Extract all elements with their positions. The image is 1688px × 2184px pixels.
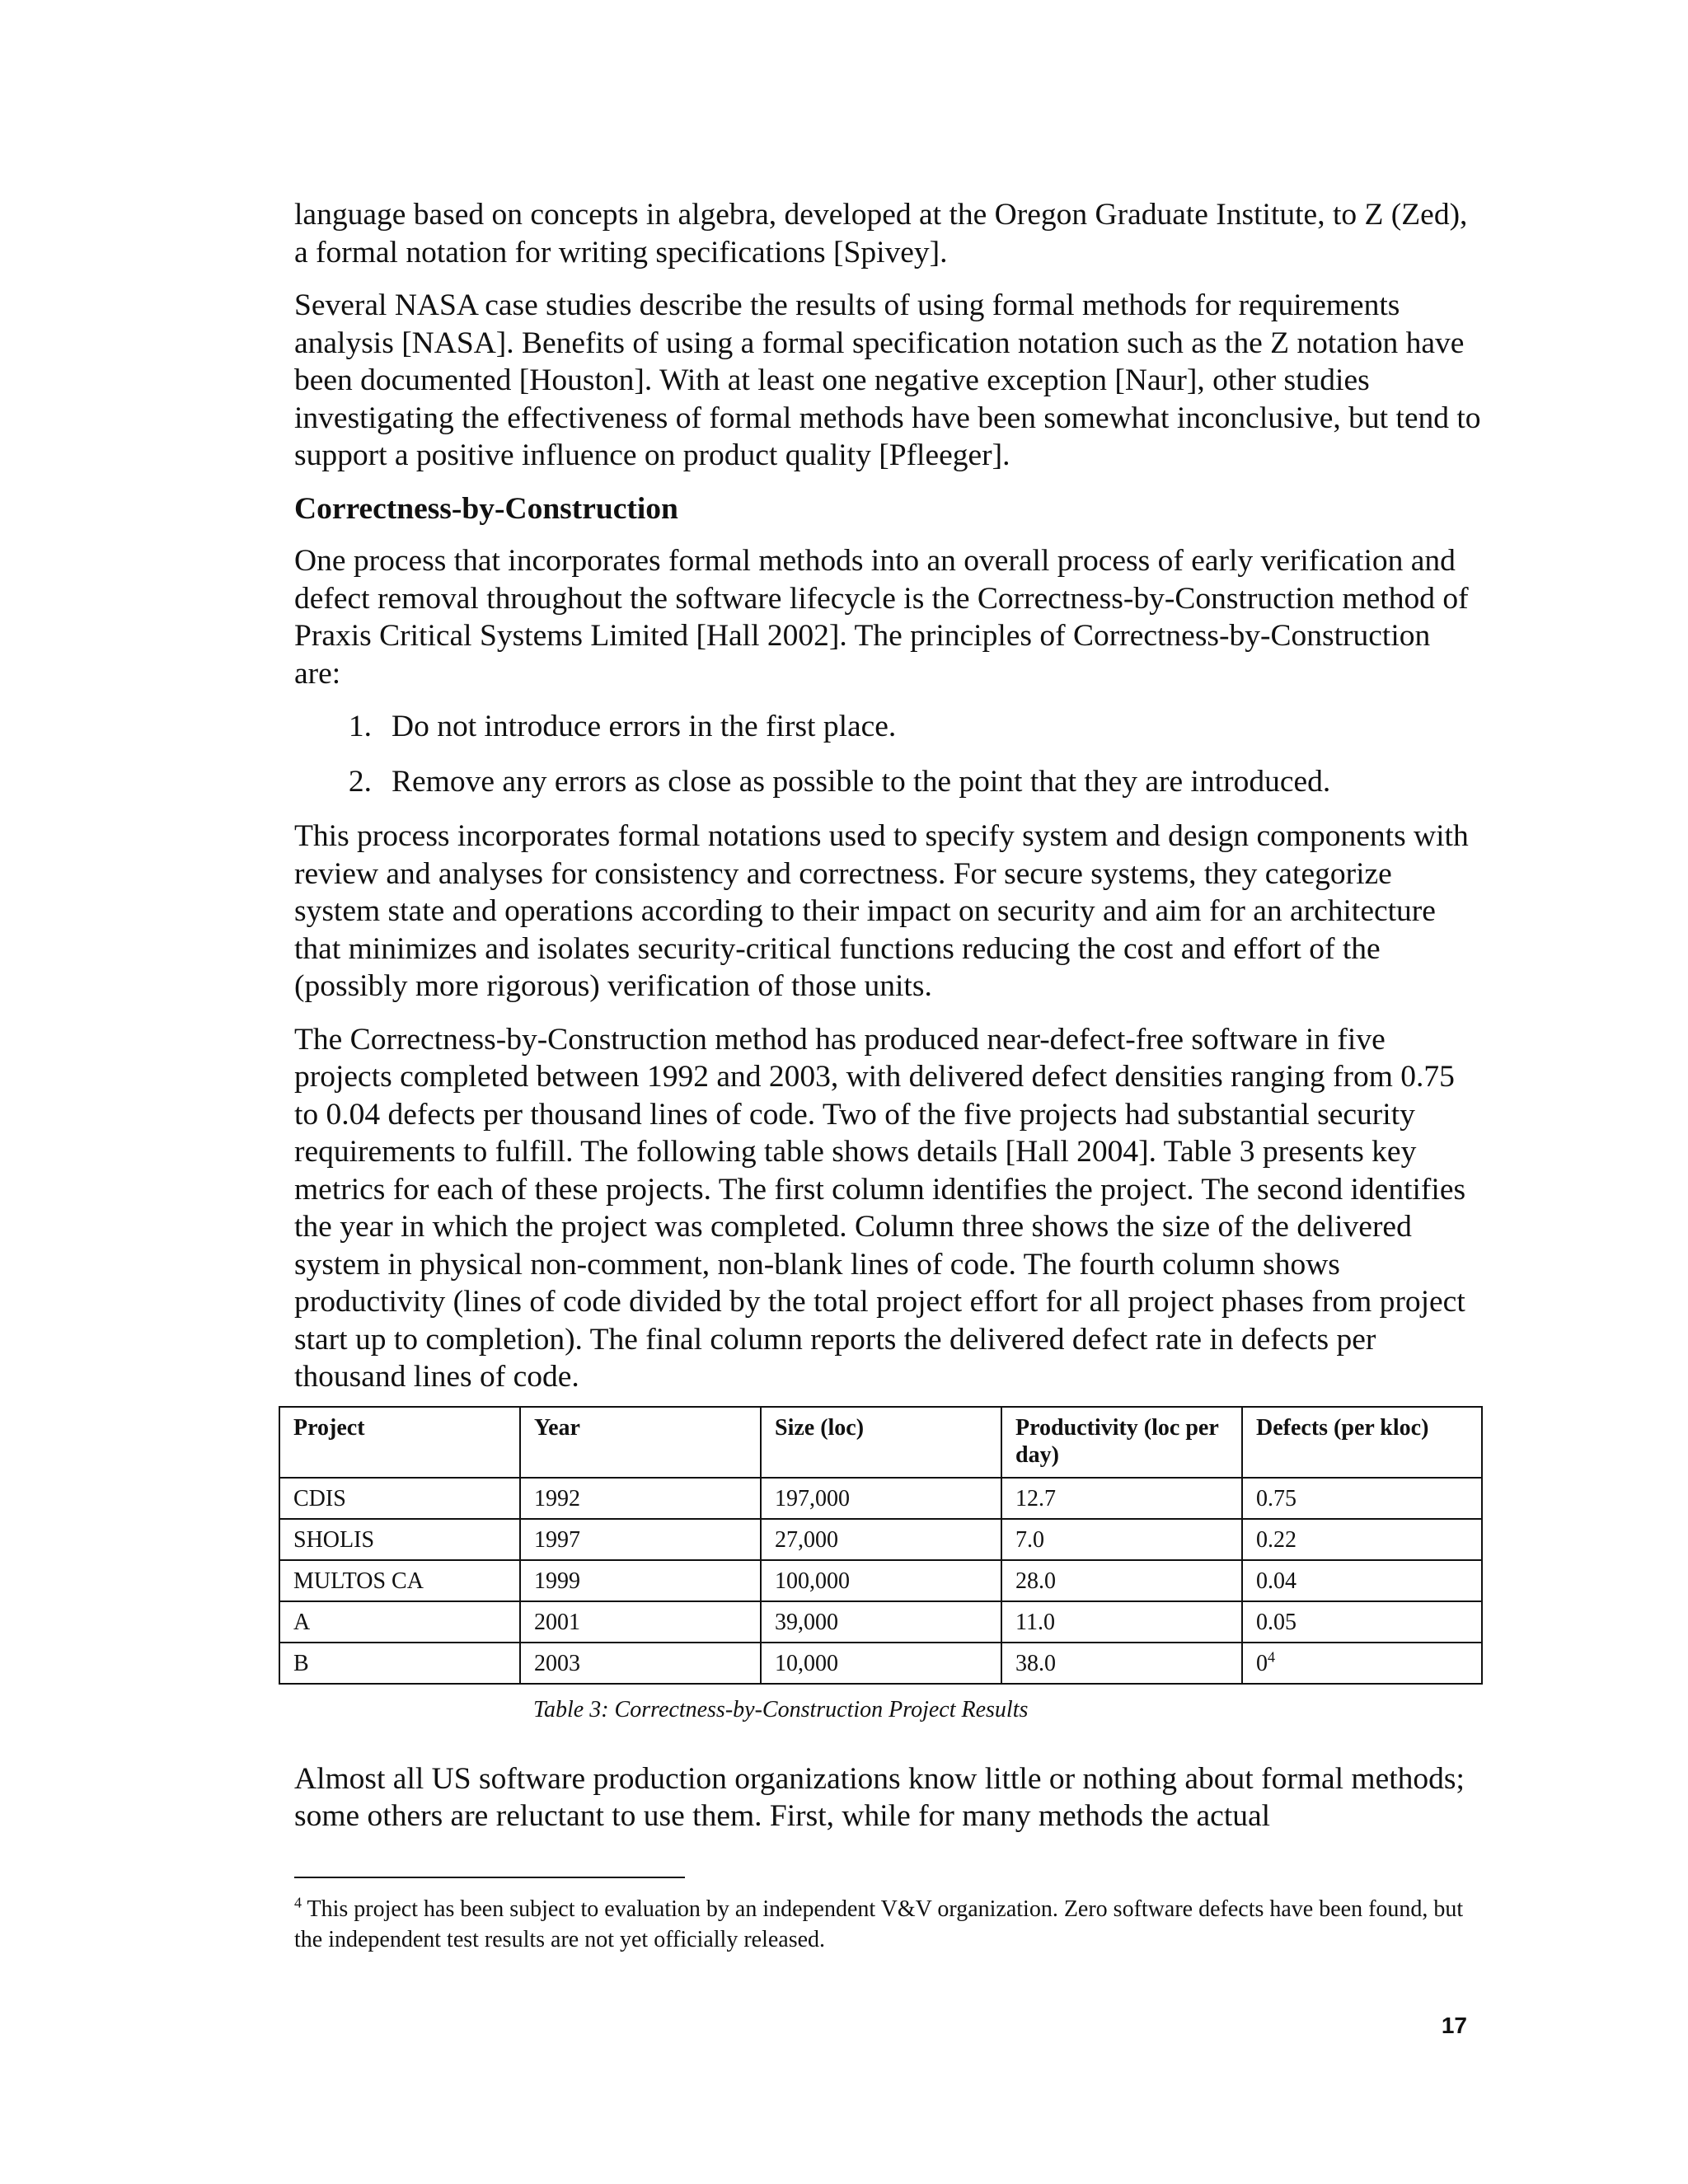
list-item (294, 763, 1481, 801)
column-header-defects: Defects (per kloc) (1242, 1407, 1482, 1478)
table-row (279, 1560, 1482, 1601)
table-cell: 1999 (520, 1560, 761, 1601)
paragraph-continuation: language based on concepts in algebra, developed at the Oregon Graduate Institute, to Z (Zed), a formal notation for writing specifications [Spivey]. (294, 198, 1468, 269)
footnote (294, 1894, 1481, 1955)
table-cell: 1992 (520, 1478, 761, 1519)
footnote-reference-link[interactable]: 4 (1268, 1648, 1275, 1666)
table-cell: 27,000 (761, 1519, 1001, 1560)
paragraph-results: The Correctness-by-Construction method has produced near-defect-free software in five projects completed between 1992 and 2003, with delivered defect densities ranging from 0.75 to 0.04 defects per thousand lines of code. Two of the five projects had substantial security requirements to fulfill. The following table shows details [Hall 2004]. Table 3 presents key metrics for each of these projects. The first column identifies the project. The second identifies the year in which the project was completed. Column three shows the size of the delivered system in physical non-comment, non-blank lines of code. The fourth column shows productivity (lines of code divided by the total project effort for all project phases from project start up to completion). The final column reports the delivered defect rate in defects per thousand lines of code. (294, 1022, 1466, 1394)
table-cell: B (279, 1643, 520, 1684)
table-cell: 0.05 (1242, 1601, 1482, 1643)
table-cell: 10,000 (761, 1643, 1001, 1684)
table-cell: 38.0 (1001, 1643, 1242, 1684)
table-cell: 28.0 (1001, 1560, 1242, 1601)
table-cell: 0.22 (1242, 1519, 1482, 1560)
table-cell: 1997 (520, 1519, 761, 1560)
table-cell: 39,000 (761, 1601, 1001, 1643)
table-cell: 100,000 (761, 1560, 1001, 1601)
footnote-text: This project has been subject to evaluation by an independent V&V organization. Zero software defects have been found, but the independent test results are not yet officially released. (294, 1896, 1464, 1952)
table-cell: A (279, 1601, 520, 1643)
table-cell: SHOLIS (279, 1519, 520, 1560)
table-cell: 2003 (520, 1643, 761, 1684)
table-cell: 7.0 (1001, 1519, 1242, 1560)
table-cell: 2001 (520, 1601, 761, 1643)
column-header-size: Size (loc) (761, 1407, 1001, 1478)
main-content (294, 196, 1481, 1851)
table-row (279, 1643, 1482, 1684)
paragraph-nasa-studies: Several NASA case studies describe the results of using formal methods for requirements analysis [NASA]. Benefits of using a formal specification notation such as the Z notation have been documented [Houston]. With at least one negative exception [Naur], other studies investigating the effectiveness of formal methods have been somewhat inconclusive, but tend to support a positive influence on product quality [Pfleeger]. (294, 288, 1481, 472)
table-cell: CDIS (279, 1478, 520, 1519)
table-cell: 12.7 (1001, 1478, 1242, 1519)
paragraph-process-description: This process incorporates formal notations used to specify system and design components with review and analyses for consistency and correctness. For secure systems, they categorize system state and operations according to their impact on security and aim for an architecture that minimizes and isolates security-critical functions reducing the cost and effort of the (possibly more rigorous) verification of those units. (294, 819, 1469, 1003)
table-cell: MULTOS CA (279, 1560, 520, 1601)
footnote-divider (294, 1877, 685, 1878)
table-caption: Table 3: Correctness-by-Construction Project Results (533, 1696, 1029, 1722)
results-table-wrapper (279, 1406, 1481, 1685)
paragraph-formal-methods-adoption: Almost all US software production organizations know little or nothing about formal methods; some others are reluctant to use them. First, while for many methods the actual (294, 1761, 1465, 1833)
footnote-marker: 4 (294, 1894, 302, 1911)
column-header-year: Year (520, 1407, 761, 1478)
table-cell-value: 0 (1256, 1650, 1268, 1676)
list-item-text: Remove any errors as close as possible to the point that they are introduced. (392, 764, 1331, 799)
paragraph-process-intro: One process that incorporates formal methods into an overall process of early verification and defect removal throughout the software lifecycle is the Correctness-by-Construction method of Praxis Critical Systems Limited [Hall 2002]. The principles of Correctness-by-Construction are: (294, 544, 1469, 691)
page-number: 17 (1441, 2013, 1467, 2038)
section-heading: Correctness-by-Construction (294, 491, 678, 526)
table-cell: 0.75 (1242, 1478, 1482, 1519)
column-header-productivity: Productivity (loc per day) (1001, 1407, 1242, 1478)
table-cell: 197,000 (761, 1478, 1001, 1519)
principles-list (294, 708, 1481, 800)
table-row (279, 1478, 1482, 1519)
table-header-row (279, 1407, 1482, 1478)
table-cell: 0.04 (1242, 1560, 1482, 1601)
list-item-number: 2. (348, 764, 372, 799)
column-header-project: Project (279, 1407, 520, 1478)
table-row (279, 1601, 1482, 1643)
list-item-text: Do not introduce errors in the first place. (392, 710, 897, 743)
table-row (279, 1519, 1482, 1560)
table-cell-with-footnote (1242, 1643, 1482, 1684)
list-item (294, 708, 1481, 746)
results-table (279, 1406, 1483, 1685)
list-item-number: 1. (348, 710, 372, 743)
table-cell: 11.0 (1001, 1601, 1242, 1643)
